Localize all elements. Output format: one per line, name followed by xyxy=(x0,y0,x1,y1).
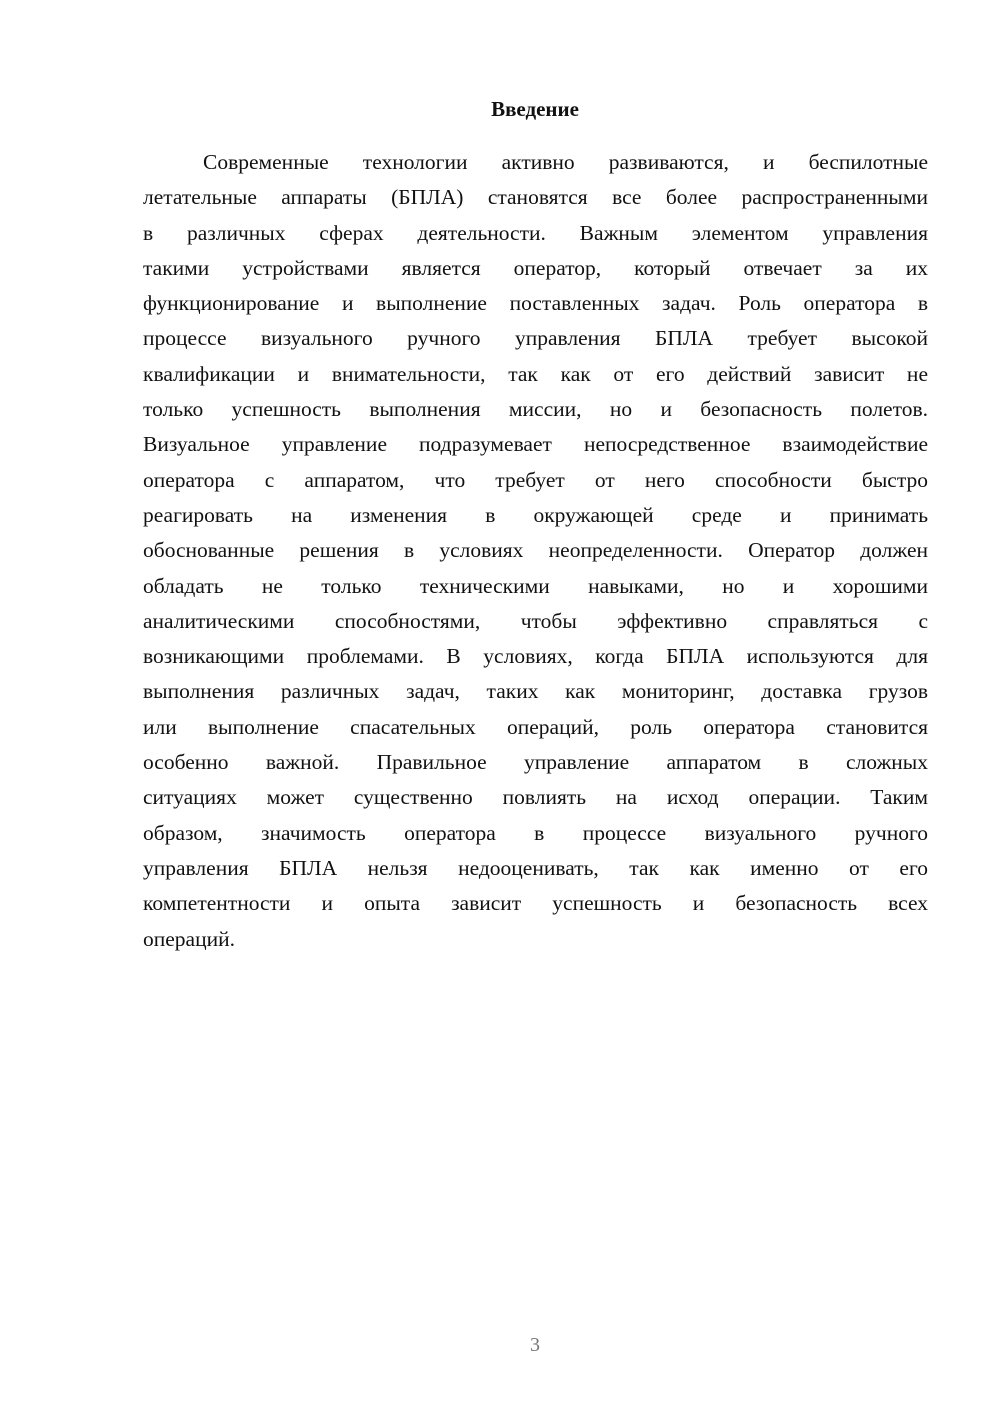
text-line: аналитическими способностями, чтобы эффективно справляться с xyxy=(143,608,928,633)
text-line: обоснованные решения в условиях неопределенности. Оператор должен xyxy=(143,538,928,563)
text-line: особенно важной. Правильное управление аппаратом в сложных xyxy=(143,750,928,775)
text-line: такими устройствами является оператор, который отвечает за их xyxy=(143,255,928,280)
text-line: оператора с аппаратом, что требует от него способности быстро xyxy=(143,467,928,492)
page-number: 3 xyxy=(530,1334,540,1356)
text-line: только успешность выполнения миссии, но и безопасность полетов. xyxy=(143,397,928,422)
text-line: или выполнение спасательных операций, роль оператора становится xyxy=(143,714,928,739)
text-line: обладать не только техническими навыками, но и хорошими xyxy=(143,573,928,598)
text-line: реагировать на изменения в окружающей среде и принимать xyxy=(143,502,928,527)
text-line: образом, значимость оператора в процессе визуального ручного xyxy=(143,820,928,845)
text-line: управления БПЛА нельзя недооценивать, так как именно от его xyxy=(143,855,928,880)
text-line: возникающими проблемами. В условиях, когда БПЛА используются для xyxy=(143,644,928,669)
text-line: компетентности и опыта зависит успешность и безопасность всех xyxy=(143,891,928,916)
text-line: летательные аппараты (БПЛА) становятся все более распространенными xyxy=(143,185,928,210)
text-line: Визуальное управление подразумевает непосредственное взаимодействие xyxy=(143,432,928,457)
text-line: выполнения различных задач, таких как мониторинг, доставка грузов xyxy=(143,679,928,704)
page-title: Введение xyxy=(491,97,579,121)
intro-paragraph xyxy=(143,145,928,957)
text-line: операций. xyxy=(143,926,235,951)
text-line: Современные технологии активно развиваются, и беспилотные xyxy=(203,150,928,174)
text-line: процессе визуального ручного управления БПЛА требует высокой xyxy=(143,326,928,351)
text-line: в различных сферах деятельности. Важным элементом управления xyxy=(143,220,928,245)
text-line: квалификации и внимательности, так как от его действий зависит не xyxy=(143,361,928,386)
text-line: функционирование и выполнение поставленных задач. Роль оператора в xyxy=(143,291,928,316)
text-line: ситуациях может существенно повлиять на исход операции. Таким xyxy=(143,785,928,810)
